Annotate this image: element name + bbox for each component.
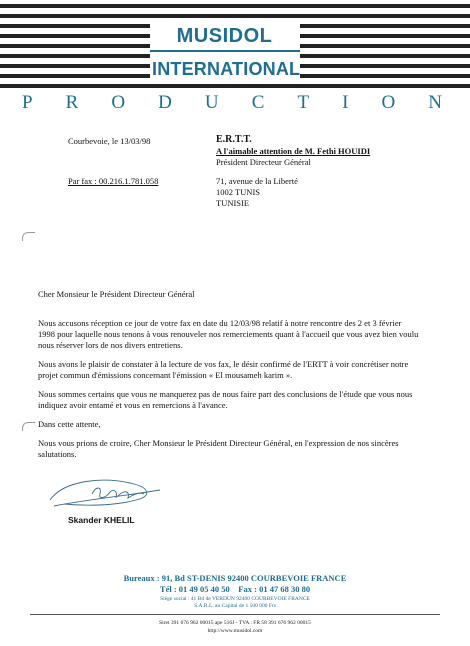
margin-mark <box>22 422 35 431</box>
address-line: TUNISIE <box>216 198 250 208</box>
division-letter: P <box>22 92 33 113</box>
salutation: Cher Monsieur le Président Directeur Général <box>38 289 195 299</box>
footer-registered-office: Siège social : 41 Bd de VERDUN 92400 COURBEVOIE FRANCE <box>160 596 310 602</box>
division-letter: O <box>381 92 396 113</box>
division-letter: R <box>65 92 79 113</box>
division-letter: D <box>158 92 172 113</box>
letter-paragraph: Nous vous prions de croire, Cher Monsieur le Président Directeur Général, en l'expression de nos sincères salutations. <box>38 438 399 459</box>
company-logo <box>152 24 301 80</box>
place-date: Courbevoie, le 13/03/98 <box>68 136 151 146</box>
footer-phone: Tél : 01 49 05 40 50 <box>159 584 230 594</box>
recipient-title: Président Directeur Général <box>216 157 311 167</box>
division-banner <box>0 92 470 114</box>
letter-paragraph: Dans cette attente, <box>38 419 101 429</box>
footer-legal-ids: Siret 391 676 962 00015 ape 516J - TVA : FR 58 391 676 962 00015 <box>159 620 311 626</box>
address-line: 71, avenue de la Liberté <box>216 176 298 186</box>
address-line: 1002 TUNIS <box>216 187 260 197</box>
signatory-name: Skander KHELIL <box>68 515 135 525</box>
letter-paragraph: Nous accusons réception ce jour de votre fax en date du 12/03/98 relatif à notre rencontre des 2 et 3 février 1998 pour laquelle nous tenons à vous renouveler nos remerciements quant à l'accueil que vous avez bien voulu nous réserver lors de nos divers entretiens. <box>38 318 419 350</box>
handwritten-signature <box>44 470 164 518</box>
letter-paragraph: Nous avons le plaisir de constater à la lecture de vos fax, le désir confirmé de l'ERTT à voir concrétiser notre projet commun d'émissions concernant l'émission « El mousameh karim ». <box>38 359 409 380</box>
division-letter: I <box>342 92 349 113</box>
division-letter: T <box>297 92 310 113</box>
logo-brand-name: MUSIDOL <box>176 25 273 47</box>
footer-contacts <box>0 584 470 594</box>
footer-capital: S.A.R.L. au Capital de 1 500 000 Frs <box>194 603 276 609</box>
logo-brand-subtitle: INTERNATIONAL <box>152 59 301 79</box>
division-letter: N <box>428 92 442 113</box>
fax-number: Par fax : 00.216.1.781.058 <box>68 176 159 186</box>
recipient-org: E.R.T.T. <box>216 134 252 145</box>
margin-mark <box>22 232 35 241</box>
letter-body <box>38 318 420 468</box>
footer-website: http://www.musidol.com <box>207 628 263 634</box>
footer-divider <box>30 614 440 615</box>
division-letter: C <box>251 92 265 113</box>
footer-fax: Fax : 01 47 68 30 80 <box>238 584 311 594</box>
footer-offices: Bureaux : 91, Bd ST-DENIS 92400 COURBEVOIE FRANCE <box>123 573 347 583</box>
letter-paragraph: Nous sommes certains que vous ne manquerez pas de nous faire part des conclusions de l'étude que vous nous indiquez avoir entamé et vous en remercions à l'avance. <box>38 389 413 410</box>
division-letter: O <box>111 92 126 113</box>
attention-line: A l'aimable attention de M. Fethi HOUIDI <box>216 146 371 156</box>
division-letter: U <box>204 92 219 113</box>
